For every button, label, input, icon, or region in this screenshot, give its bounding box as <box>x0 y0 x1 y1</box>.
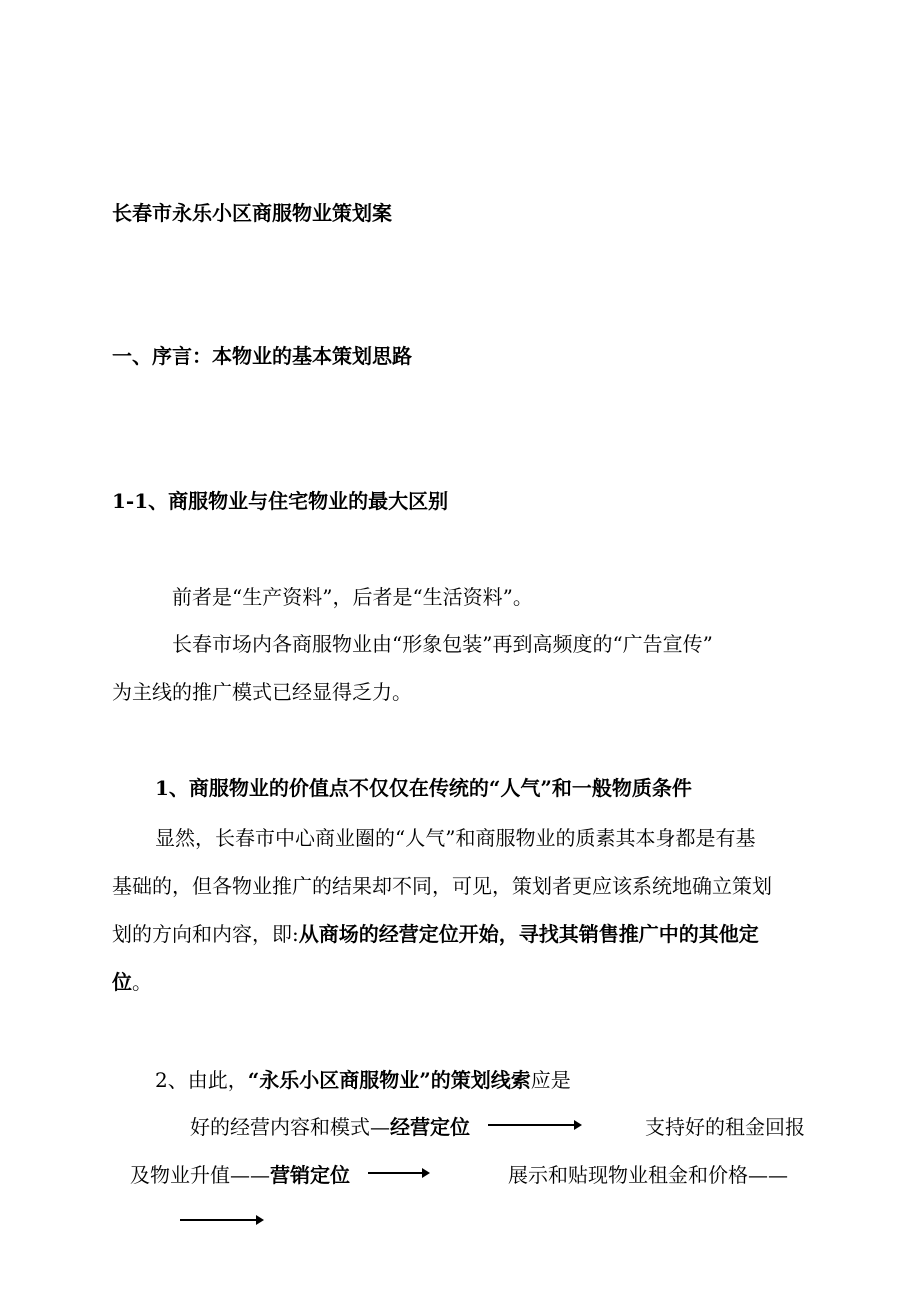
flow-step-4: 展示和贴现物业租金和价格—— <box>508 1163 788 1187</box>
paragraph-3-line4-emphasis: 位 <box>112 970 132 994</box>
paragraph-3-line1: 显然，长春市中心商业圈的“人气”和商服物业的质素其本身都是有基 <box>155 826 756 850</box>
point-2-heading <box>155 1067 571 1093</box>
paragraph-2-line2: 为主线的推广模式已经显得乏力。 <box>112 680 412 704</box>
section-heading: 一、序言：本物业的基本策划思路 <box>112 344 412 368</box>
paragraph-1: 前者是“生产资料”，后者是“生活资料”。 <box>172 585 533 609</box>
paragraph-3-line3-text: 划的方向和内容，即: <box>112 922 299 946</box>
document-title: 长春市永乐小区商服物业策划案 <box>112 201 392 225</box>
paragraph-3-line2: 基础的，但各物业推广的结果却不同，可见，策划者更应该系统地确立策划 <box>112 874 772 898</box>
point-2-suffix: 应是 <box>530 1068 571 1092</box>
flow-step-3 <box>130 1162 350 1188</box>
subsection-heading: 1-1、商服物业与住宅物业的最大区别 <box>112 489 449 513</box>
point-1-heading: 1、商服物业的价值点不仅仅在传统的“人气”和一般物质条件 <box>155 776 692 800</box>
point-2-emphasis: “永乐小区商服物业”的策划线索 <box>247 1068 531 1092</box>
flow-step-3-label: 营销定位 <box>270 1163 350 1187</box>
flow-arrow-1 <box>488 1124 580 1126</box>
flow-step-1 <box>190 1114 470 1140</box>
flow-arrow-2 <box>368 1172 428 1174</box>
paragraph-3-line3-emphasis: 从商场的经营定位开始，寻找其销售推广中的其他定 <box>298 922 759 946</box>
flow-step-1-label: 经营定位 <box>390 1115 470 1139</box>
point-2-prefix: 2、由此， <box>155 1068 248 1092</box>
flow-arrow-3 <box>180 1219 262 1221</box>
flow-step-2: 支持好的租金回报 <box>645 1115 805 1139</box>
paragraph-3-line3 <box>112 921 759 947</box>
flow-step-3-text: 及物业升值—— <box>130 1163 270 1187</box>
paragraph-3-line4-end: 。 <box>132 970 152 994</box>
paragraph-2-line1: 长春市场内各商服物业由“形象包装”再到高频度的“广告宣传” <box>172 632 713 656</box>
flow-step-1-text: 好的经营内容和模式— <box>190 1115 390 1139</box>
paragraph-3-line4 <box>112 969 152 995</box>
